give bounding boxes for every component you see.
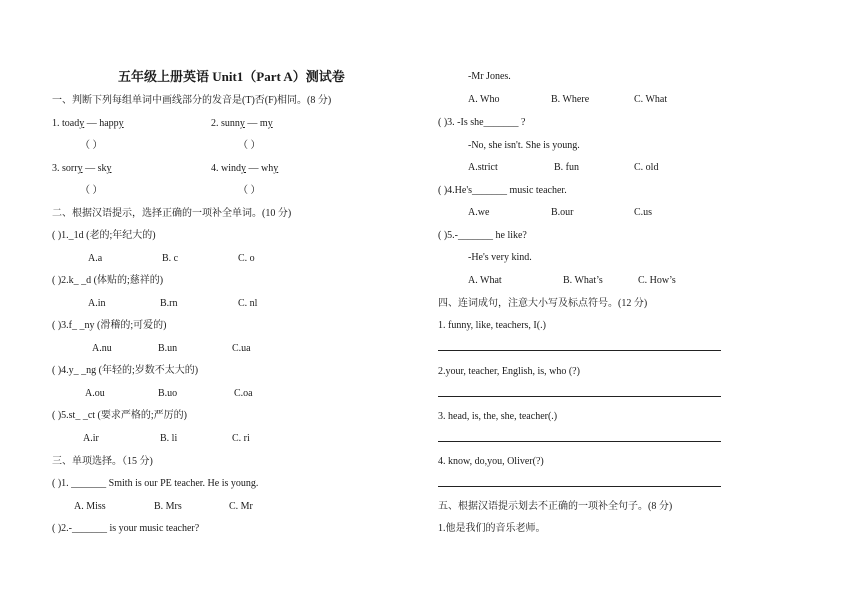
section-5-heading: 五、根据汉语提示划去不正确的一项补全句子。(8 分) [438, 501, 673, 512]
option-b[interactable]: B.our [551, 207, 574, 218]
underlined-letter: y [241, 163, 246, 174]
section-2-heading: 二、根据汉语提示，选择正确的一项补全单词。(10 分) [52, 208, 292, 219]
option-a[interactable]: A.ou [85, 388, 105, 399]
underlined-letter: y [239, 118, 245, 129]
part4-item-1: 1. funny, like, teachers, I(.) [438, 320, 546, 331]
underlined-letter: y [118, 118, 124, 129]
part1-item-3: 3. sorry — sky [52, 163, 112, 174]
option-b[interactable]: B. What’s [563, 275, 603, 286]
answer-blank[interactable]: _______ [483, 117, 519, 128]
option-c[interactable]: C. o [238, 253, 255, 264]
option-b[interactable]: B. Where [551, 94, 590, 105]
part1-item-1: 1. toady — happy [52, 118, 124, 129]
option-c[interactable]: C.oa [234, 388, 253, 399]
option-b[interactable]: B. li [160, 433, 178, 444]
option-b[interactable]: B. Mrs [154, 501, 182, 512]
part3-q5-continuation: -He's very kind. [468, 252, 532, 263]
part3-question-5: ( )5.-_______ he like? [438, 230, 527, 241]
underlined-letter: y [77, 163, 83, 174]
option-c[interactable]: C. ri [232, 433, 250, 444]
answer-blank[interactable]: _______ [472, 185, 508, 196]
answer-line[interactable] [438, 486, 721, 487]
part2-question-5: ( )5.st_ _ct (要求严格的;严厉的) [52, 410, 187, 421]
answer-blank[interactable]: _______ [71, 478, 107, 489]
option-a[interactable]: A. What [468, 275, 502, 286]
option-a[interactable]: A.we [468, 207, 490, 218]
option-c[interactable]: C. nl [238, 298, 258, 309]
answer-paren[interactable]: （ ） [238, 185, 261, 196]
option-c[interactable]: C. Mr [229, 501, 253, 512]
part2-question-3: ( )3.f_ _ny (滑稽的;可爱的) [52, 320, 167, 331]
part3-question-2: ( )2.-_______ is your music teacher? [52, 523, 200, 534]
part2-question-2: ( )2.k_ _d (体贴的;慈祥的) [52, 275, 164, 286]
part4-item-2: 2.your, teacher, English, is, who (?) [438, 366, 580, 377]
option-c[interactable]: C.ua [232, 343, 251, 354]
option-a[interactable]: A.a [88, 253, 103, 264]
option-a[interactable]: A.strict [468, 162, 498, 173]
underlined-letter: y [267, 118, 273, 129]
page-title: 五年级上册英语 Unit1（Part A）测试卷 [118, 69, 345, 84]
answer-paren[interactable]: （ ） [80, 140, 103, 151]
option-b[interactable]: B. c [162, 253, 179, 264]
part1-item-4: 4. windy — why [211, 163, 279, 174]
option-a[interactable]: A.ir [83, 433, 99, 444]
answer-blank[interactable]: _______ [458, 230, 493, 241]
answer-paren[interactable]: （ ） [80, 185, 103, 196]
part3-question-3: ( )3. -Is she_______ ? [438, 117, 526, 128]
part3-question-1: ( )1. _______ Smith is our PE teacher. He is young. [52, 478, 259, 489]
part3-q3-continuation: -No, she isn't. She is young. [468, 140, 580, 151]
section-4-heading: 四、连词成句，注意大小写及标点符号。(12 分) [438, 298, 648, 309]
option-a[interactable]: A. Who [468, 94, 500, 105]
underlined-letter: y [273, 163, 279, 174]
option-b[interactable]: B.un [158, 343, 178, 354]
option-a[interactable]: A.nu [92, 343, 112, 354]
underlined-letter: y [79, 118, 85, 129]
option-b[interactable]: B.uo [158, 388, 178, 399]
part2-question-1: ( )1._1d (老的;年纪大的) [52, 230, 156, 241]
part3-q2-continuation: -Mr Jones. [468, 71, 511, 82]
section-1-heading: 一、判断下列每组单词中画线部分的发音是(T)否(F)相同。(8 分) [52, 95, 332, 106]
part2-question-4: ( )4.y_ _ng (年轻的;岁数不太大的) [52, 365, 199, 376]
part4-item-3: 3. head, is, the, she, teacher(.) [438, 411, 558, 422]
option-a[interactable]: A. Miss [74, 501, 106, 512]
option-b[interactable]: B.rn [160, 298, 178, 309]
answer-paren[interactable]: （ ） [238, 140, 261, 151]
option-b[interactable]: B. fun [554, 162, 579, 173]
section-3-heading: 三、单项选择。（15 分) [52, 456, 153, 467]
answer-line[interactable] [438, 441, 721, 442]
option-a[interactable]: A.in [88, 298, 106, 309]
underlined-letter: y [106, 163, 112, 174]
answer-line[interactable] [438, 396, 721, 397]
part3-question-4: ( )4.He's_______ music teacher. [438, 185, 567, 196]
part4-item-4: 4. know, do,you, Oliver(?) [438, 456, 544, 467]
option-c[interactable]: C.us [634, 207, 653, 218]
option-c[interactable]: C. What [634, 94, 668, 105]
option-c[interactable]: C. How’s [638, 275, 676, 286]
part1-item-2: 2. sunny — my [211, 118, 273, 129]
option-c[interactable]: C. old [634, 162, 659, 173]
answer-line[interactable] [438, 350, 721, 351]
answer-blank[interactable]: _______ [72, 523, 107, 534]
part5-item-1: 1.他是我们的音乐老师。 [438, 523, 546, 534]
